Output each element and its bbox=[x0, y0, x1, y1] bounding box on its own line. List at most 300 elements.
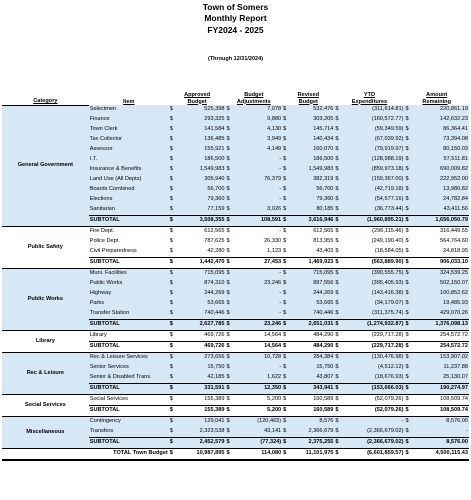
currency-sign: $ bbox=[282, 299, 290, 309]
cell-approved: 79,360 bbox=[177, 195, 226, 205]
cell-approved: 2,323,538 bbox=[177, 427, 226, 438]
cell-adj: - bbox=[233, 269, 282, 280]
currency-sign: $ bbox=[225, 373, 233, 384]
currency-sign: $ bbox=[334, 309, 342, 320]
currency-sign: $ bbox=[282, 373, 290, 384]
cell-revised: 145,714 bbox=[290, 125, 334, 135]
item-label: Senior Services bbox=[89, 363, 169, 373]
currency-sign: $ bbox=[404, 195, 412, 205]
cell-revised: 1,549,983 bbox=[290, 165, 334, 175]
cell-approved: 77,159 bbox=[177, 205, 226, 216]
currency-sign: $ bbox=[334, 237, 342, 247]
table-body bbox=[2, 105, 469, 460]
table-row bbox=[2, 417, 469, 428]
cell-ytd: (153,666.03) bbox=[342, 384, 404, 395]
cell-revised: 612,565 bbox=[290, 227, 334, 238]
cell-revised: 140,434 bbox=[290, 135, 334, 145]
currency-sign: $ bbox=[404, 216, 412, 227]
cell-remaining: 190,274.97 bbox=[412, 384, 469, 395]
currency-sign: $ bbox=[169, 125, 177, 135]
item-label: Public Works bbox=[89, 279, 169, 289]
cell-revised: 43,807 bbox=[290, 373, 334, 384]
cell-remaining: 86,364.41 bbox=[412, 125, 469, 135]
currency-sign: $ bbox=[334, 258, 342, 269]
cell-ytd: (18,676.93) bbox=[342, 373, 404, 384]
cell-remaining: 220,861.19 bbox=[412, 105, 469, 115]
budget-table bbox=[2, 92, 469, 461]
currency-sign: $ bbox=[225, 115, 233, 125]
cell-revised: 897,556 bbox=[290, 279, 334, 289]
currency-sign: $ bbox=[169, 175, 177, 185]
cell-remaining: 153,907.02 bbox=[412, 353, 469, 364]
currency-sign: $ bbox=[169, 115, 177, 125]
cell-ytd: (52,079.26) bbox=[342, 395, 404, 406]
currency-sign: $ bbox=[282, 363, 290, 373]
item-label: Muni. Facilities bbox=[89, 269, 169, 280]
currency-sign: $ bbox=[169, 406, 177, 417]
currency-sign: $ bbox=[225, 438, 233, 449]
table-row bbox=[2, 227, 469, 238]
currency-sign: $ bbox=[404, 237, 412, 247]
currency-sign: $ bbox=[225, 449, 233, 461]
cell-ytd: (249,190.40) bbox=[342, 237, 404, 247]
cell-adj: 1,622 bbox=[233, 373, 282, 384]
cell-revised: 160,070 bbox=[290, 145, 334, 155]
currency-sign: $ bbox=[334, 320, 342, 331]
currency-sign: $ bbox=[282, 175, 290, 185]
cell-remaining: 690,009.82 bbox=[412, 165, 469, 175]
currency-sign: $ bbox=[282, 105, 290, 115]
cell-remaining: 100,852.62 bbox=[412, 289, 469, 299]
cell-revised: 56,700 bbox=[290, 185, 334, 195]
cell-revised: 2,375,255 bbox=[290, 438, 334, 449]
cell-remaining: 324,539.25 bbox=[412, 269, 469, 280]
cell-adj: 114,080 bbox=[233, 449, 282, 461]
cell-adj: - bbox=[233, 165, 282, 175]
cell-adj: 43,141 bbox=[233, 427, 282, 438]
cell-ytd: (390,555.75) bbox=[342, 269, 404, 280]
currency-sign: $ bbox=[334, 155, 342, 165]
cell-adj: 9,880 bbox=[233, 115, 282, 125]
cell-ytd: (2,366,679.02) bbox=[342, 427, 404, 438]
total-label: TOTAL Town Budget bbox=[2, 449, 169, 461]
currency-sign: $ bbox=[404, 320, 412, 331]
total-row bbox=[2, 449, 469, 461]
currency-sign: $ bbox=[334, 353, 342, 364]
cell-remaining: 906,033.10 bbox=[412, 258, 469, 269]
currency-sign: $ bbox=[169, 299, 177, 309]
currency-sign: $ bbox=[225, 342, 233, 353]
cell-adj: - bbox=[233, 309, 282, 320]
cell-remaining: 142,632.23 bbox=[412, 115, 469, 125]
currency-sign: $ bbox=[169, 342, 177, 353]
currency-sign: $ bbox=[282, 384, 290, 395]
cell-revised: 2,366,679 bbox=[290, 427, 334, 438]
currency-sign: $ bbox=[282, 155, 290, 165]
cell-ytd: (6,601,859.57) bbox=[342, 449, 404, 461]
subtotal-label: SUBTOTAL bbox=[89, 258, 169, 269]
cell-remaining: 57,511.81 bbox=[412, 155, 469, 165]
category-label: Rec & Leisure bbox=[2, 353, 89, 395]
currency-sign: $ bbox=[334, 331, 342, 342]
item-label: Insurance & Benefits bbox=[89, 165, 169, 175]
currency-sign: $ bbox=[334, 427, 342, 438]
currency-sign: $ bbox=[169, 309, 177, 320]
currency-sign: $ bbox=[334, 125, 342, 135]
cell-adj: - bbox=[233, 299, 282, 309]
cell-approved: 3,508,355 bbox=[177, 216, 226, 227]
category-label: Public Works bbox=[2, 269, 89, 331]
header-revised: Revised Budget bbox=[297, 92, 320, 105]
currency-sign: $ bbox=[169, 216, 177, 227]
currency-sign: $ bbox=[169, 320, 177, 331]
item-label: Elections bbox=[89, 195, 169, 205]
category-label: Public Safety bbox=[2, 227, 89, 269]
cell-approved: 155,389 bbox=[177, 406, 226, 417]
cell-ytd: (563,889.90) bbox=[342, 258, 404, 269]
currency-sign: $ bbox=[169, 185, 177, 195]
currency-sign: $ bbox=[404, 331, 412, 342]
currency-sign: $ bbox=[334, 247, 342, 258]
item-label: Town Clerk bbox=[89, 125, 169, 135]
cell-ytd: (395,405.93) bbox=[342, 279, 404, 289]
cell-revised: 740,446 bbox=[290, 309, 334, 320]
item-label: Senior & Disabled Trans. bbox=[89, 373, 169, 384]
cell-approved: 1,549,983 bbox=[177, 165, 226, 175]
fiscal-year: FY2024 - 2025 bbox=[207, 25, 264, 35]
header-adjustments: Budget Adjustments bbox=[236, 92, 271, 105]
currency-sign: $ bbox=[404, 289, 412, 299]
cell-revised: 3,616,946 bbox=[290, 216, 334, 227]
item-label: Transfers bbox=[89, 427, 169, 438]
cell-remaining: 24,782.84 bbox=[412, 195, 469, 205]
currency-sign: $ bbox=[225, 353, 233, 364]
currency-sign: $ bbox=[404, 279, 412, 289]
currency-sign: $ bbox=[225, 227, 233, 238]
currency-sign: $ bbox=[169, 427, 177, 438]
cell-approved: 15,750 bbox=[177, 363, 226, 373]
currency-sign: $ bbox=[282, 406, 290, 417]
currency-sign: $ bbox=[334, 373, 342, 384]
currency-sign: $ bbox=[334, 175, 342, 185]
currency-sign: $ bbox=[225, 417, 233, 428]
currency-sign: $ bbox=[225, 237, 233, 247]
currency-sign: $ bbox=[282, 145, 290, 155]
currency-sign: $ bbox=[334, 227, 342, 238]
cell-revised: 303,205 bbox=[290, 115, 334, 125]
currency-sign: $ bbox=[282, 427, 290, 438]
cell-ytd: (143,416.38) bbox=[342, 289, 404, 299]
currency-sign: $ bbox=[225, 105, 233, 115]
cell-ytd: (42,719.18) bbox=[342, 185, 404, 195]
currency-sign: $ bbox=[169, 449, 177, 461]
cell-ytd: (859,973.18) bbox=[342, 165, 404, 175]
currency-sign: $ bbox=[169, 363, 177, 373]
cell-ytd: - bbox=[342, 417, 404, 428]
cell-approved: 2,627,785 bbox=[177, 320, 226, 331]
item-label: Land Use (All Depts) bbox=[89, 175, 169, 185]
currency-sign: $ bbox=[169, 279, 177, 289]
subtotal-label: SUBTOTAL bbox=[89, 320, 169, 331]
cell-ytd: (54,577.16) bbox=[342, 195, 404, 205]
currency-sign: $ bbox=[169, 237, 177, 247]
currency-sign: $ bbox=[404, 438, 412, 449]
table-row bbox=[2, 353, 469, 364]
cell-ytd: (296,115.46) bbox=[342, 227, 404, 238]
currency-sign: $ bbox=[169, 417, 177, 428]
cell-ytd: (128,988.19) bbox=[342, 155, 404, 165]
cell-remaining: 1,376,098.13 bbox=[412, 320, 469, 331]
currency-sign: $ bbox=[225, 309, 233, 320]
cell-ytd: (159,367.00) bbox=[342, 175, 404, 185]
subtotal-label: SUBTOTAL bbox=[89, 216, 169, 227]
currency-sign: $ bbox=[334, 269, 342, 280]
item-label: Transfer Station bbox=[89, 309, 169, 320]
cell-remaining: 429,070.26 bbox=[412, 309, 469, 320]
currency-sign: $ bbox=[404, 175, 412, 185]
subtotal-label: SUBTOTAL bbox=[89, 438, 169, 449]
currency-sign: $ bbox=[282, 227, 290, 238]
currency-sign: $ bbox=[282, 269, 290, 280]
currency-sign: $ bbox=[225, 331, 233, 342]
currency-sign: $ bbox=[225, 125, 233, 135]
currency-sign: $ bbox=[169, 247, 177, 258]
cell-adj: 4,149 bbox=[233, 145, 282, 155]
item-label: I.T. bbox=[89, 155, 169, 165]
currency-sign: $ bbox=[225, 395, 233, 406]
currency-sign: $ bbox=[225, 195, 233, 205]
currency-sign: $ bbox=[404, 258, 412, 269]
category-label: Miscellaneous bbox=[2, 417, 89, 449]
currency-sign: $ bbox=[225, 145, 233, 155]
currency-sign: $ bbox=[169, 205, 177, 216]
currency-sign: $ bbox=[282, 258, 290, 269]
cell-adj: 7,078 bbox=[233, 105, 282, 115]
currency-sign: $ bbox=[169, 331, 177, 342]
currency-sign: $ bbox=[404, 135, 412, 145]
subtotal-label: SUBTOTAL bbox=[89, 384, 169, 395]
currency-sign: $ bbox=[282, 331, 290, 342]
item-label: Sanitarian bbox=[89, 205, 169, 216]
currency-sign: $ bbox=[225, 406, 233, 417]
cell-adj: 108,591 bbox=[233, 216, 282, 227]
currency-sign: $ bbox=[282, 115, 290, 125]
currency-sign: $ bbox=[404, 165, 412, 175]
cell-revised: 15,750 bbox=[290, 363, 334, 373]
cell-ytd: (4,512.12) bbox=[342, 363, 404, 373]
table-row bbox=[2, 105, 469, 115]
currency-sign: $ bbox=[225, 247, 233, 258]
cell-revised: 284,384 bbox=[290, 353, 334, 364]
item-label: Finance bbox=[89, 115, 169, 125]
cell-ytd: (1,274,932.87) bbox=[342, 320, 404, 331]
cell-adj: (120,465) bbox=[233, 417, 282, 428]
currency-sign: $ bbox=[282, 205, 290, 216]
cell-approved: 129,041 bbox=[177, 417, 226, 428]
currency-sign: $ bbox=[225, 269, 233, 280]
cell-revised: 79,360 bbox=[290, 195, 334, 205]
currency-sign: $ bbox=[169, 135, 177, 145]
cell-adj: - bbox=[233, 227, 282, 238]
cell-ytd: (229,717.28) bbox=[342, 342, 404, 353]
currency-sign: $ bbox=[404, 406, 412, 417]
currency-sign: $ bbox=[282, 247, 290, 258]
cell-approved: 305,940 bbox=[177, 175, 226, 185]
currency-sign: $ bbox=[169, 155, 177, 165]
cell-adj: - bbox=[233, 289, 282, 299]
item-label: Assessor bbox=[89, 145, 169, 155]
cell-revised: 532,476 bbox=[290, 105, 334, 115]
header-category: Category bbox=[33, 98, 58, 104]
report-title: Town of Somers bbox=[202, 2, 269, 12]
item-label: Boards Combined bbox=[89, 185, 169, 195]
currency-sign: $ bbox=[404, 395, 412, 406]
cell-adj: 12,350 bbox=[233, 384, 282, 395]
currency-sign: $ bbox=[404, 449, 412, 461]
currency-sign: $ bbox=[225, 299, 233, 309]
cell-adj: - bbox=[233, 185, 282, 195]
cell-remaining: 8,576.00 bbox=[412, 417, 469, 428]
cell-revised: 484,290 bbox=[290, 342, 334, 353]
currency-sign: $ bbox=[334, 406, 342, 417]
currency-sign: $ bbox=[404, 427, 412, 438]
cell-approved: 874,310 bbox=[177, 279, 226, 289]
currency-sign: $ bbox=[282, 195, 290, 205]
cell-ytd: (1,960,895.21) bbox=[342, 216, 404, 227]
currency-sign: $ bbox=[282, 417, 290, 428]
cell-remaining: 4,500,115.43 bbox=[412, 449, 469, 461]
category-label: Social Services bbox=[2, 395, 89, 417]
currency-sign: $ bbox=[282, 353, 290, 364]
cell-remaining: 73,394.08 bbox=[412, 135, 469, 145]
cell-adj: 14,564 bbox=[233, 331, 282, 342]
cell-adj: 3,949 bbox=[233, 135, 282, 145]
currency-sign: $ bbox=[225, 165, 233, 175]
cell-adj: 5,200 bbox=[233, 406, 282, 417]
cell-revised: 343,941 bbox=[290, 384, 334, 395]
currency-sign: $ bbox=[169, 195, 177, 205]
cell-adj: 3,026 bbox=[233, 205, 282, 216]
cell-approved: 244,269 bbox=[177, 289, 226, 299]
item-label: Social Services bbox=[89, 395, 169, 406]
currency-sign: $ bbox=[282, 216, 290, 227]
item-label: Highway bbox=[89, 289, 169, 299]
currency-sign: $ bbox=[334, 449, 342, 461]
subtotal-label: SUBTOTAL bbox=[89, 342, 169, 353]
cell-ytd: (79,919.97) bbox=[342, 145, 404, 155]
currency-sign: $ bbox=[225, 216, 233, 227]
cell-revised: 186,500 bbox=[290, 155, 334, 165]
item-label: Rec & Leisure Services bbox=[89, 353, 169, 364]
currency-sign: $ bbox=[169, 384, 177, 395]
cell-remaining: - bbox=[412, 427, 469, 438]
item-label: Selectmen bbox=[89, 105, 169, 115]
currency-sign: $ bbox=[334, 105, 342, 115]
currency-sign: $ bbox=[169, 165, 177, 175]
cell-adj: - bbox=[233, 155, 282, 165]
cell-remaining: 25,130.07 bbox=[412, 373, 469, 384]
cell-adj: 23,246 bbox=[233, 279, 282, 289]
currency-sign: $ bbox=[225, 363, 233, 373]
currency-sign: $ bbox=[282, 289, 290, 299]
header-item: Item bbox=[122, 98, 135, 105]
cell-remaining: 108,509.74 bbox=[412, 406, 469, 417]
currency-sign: $ bbox=[404, 115, 412, 125]
currency-sign: $ bbox=[404, 145, 412, 155]
cell-approved: 469,726 bbox=[177, 342, 226, 353]
currency-sign: $ bbox=[334, 135, 342, 145]
currency-sign: $ bbox=[225, 205, 233, 216]
currency-sign: $ bbox=[404, 125, 412, 135]
cell-ytd: (34,179.07) bbox=[342, 299, 404, 309]
table-row bbox=[2, 269, 469, 280]
currency-sign: $ bbox=[334, 279, 342, 289]
cell-adj: 14,564 bbox=[233, 342, 282, 353]
cell-adj: 1,123 bbox=[233, 247, 282, 258]
currency-sign: $ bbox=[334, 417, 342, 428]
currency-sign: $ bbox=[404, 205, 412, 216]
cell-adj: - bbox=[233, 195, 282, 205]
item-label: Fire Dept. bbox=[89, 227, 169, 238]
currency-sign: $ bbox=[282, 309, 290, 320]
header-remaining: Amount Remaining bbox=[422, 92, 452, 105]
cell-remaining: 1,656,050.79 bbox=[412, 216, 469, 227]
cell-remaining: 254,572.72 bbox=[412, 342, 469, 353]
cell-approved: 53,665 bbox=[177, 299, 226, 309]
currency-sign: $ bbox=[404, 384, 412, 395]
cell-revised: 160,589 bbox=[290, 406, 334, 417]
cell-revised: 813,955 bbox=[290, 237, 334, 247]
cell-approved: 273,656 bbox=[177, 353, 226, 364]
currency-sign: $ bbox=[282, 135, 290, 145]
cell-approved: 293,325 bbox=[177, 115, 226, 125]
currency-sign: $ bbox=[282, 438, 290, 449]
currency-sign: $ bbox=[334, 299, 342, 309]
cell-ytd: (130,476.98) bbox=[342, 353, 404, 364]
item-label: Civil Preparedness bbox=[89, 247, 169, 258]
cell-adj: - bbox=[233, 363, 282, 373]
item-label: Tax Collector bbox=[89, 135, 169, 145]
currency-sign: $ bbox=[169, 353, 177, 364]
currency-sign: $ bbox=[334, 395, 342, 406]
currency-sign: $ bbox=[334, 216, 342, 227]
currency-sign: $ bbox=[282, 320, 290, 331]
currency-sign: $ bbox=[282, 185, 290, 195]
cell-ytd: (52,079.26) bbox=[342, 406, 404, 417]
cell-remaining: 19,485.93 bbox=[412, 299, 469, 309]
currency-sign: $ bbox=[169, 227, 177, 238]
currency-sign: $ bbox=[334, 438, 342, 449]
currency-sign: $ bbox=[334, 115, 342, 125]
cell-approved: 612,565 bbox=[177, 227, 226, 238]
cell-remaining: 80,150.03 bbox=[412, 145, 469, 155]
currency-sign: $ bbox=[404, 299, 412, 309]
category-label: General Government bbox=[2, 105, 89, 227]
cell-adj: 27,453 bbox=[233, 258, 282, 269]
cell-revised: 11,101,975 bbox=[290, 449, 334, 461]
cell-adj: 76,379 bbox=[233, 175, 282, 185]
cell-approved: 2,452,579 bbox=[177, 438, 226, 449]
cell-approved: 787,625 bbox=[177, 237, 226, 247]
report-subtitle: Monthly Report bbox=[204, 13, 267, 23]
currency-sign: $ bbox=[282, 237, 290, 247]
cell-remaining: 108,509.74 bbox=[412, 395, 469, 406]
cell-revised: 160,589 bbox=[290, 395, 334, 406]
item-label: Library bbox=[89, 331, 169, 342]
table-row bbox=[2, 395, 469, 406]
currency-sign: $ bbox=[404, 155, 412, 165]
currency-sign: $ bbox=[404, 227, 412, 238]
